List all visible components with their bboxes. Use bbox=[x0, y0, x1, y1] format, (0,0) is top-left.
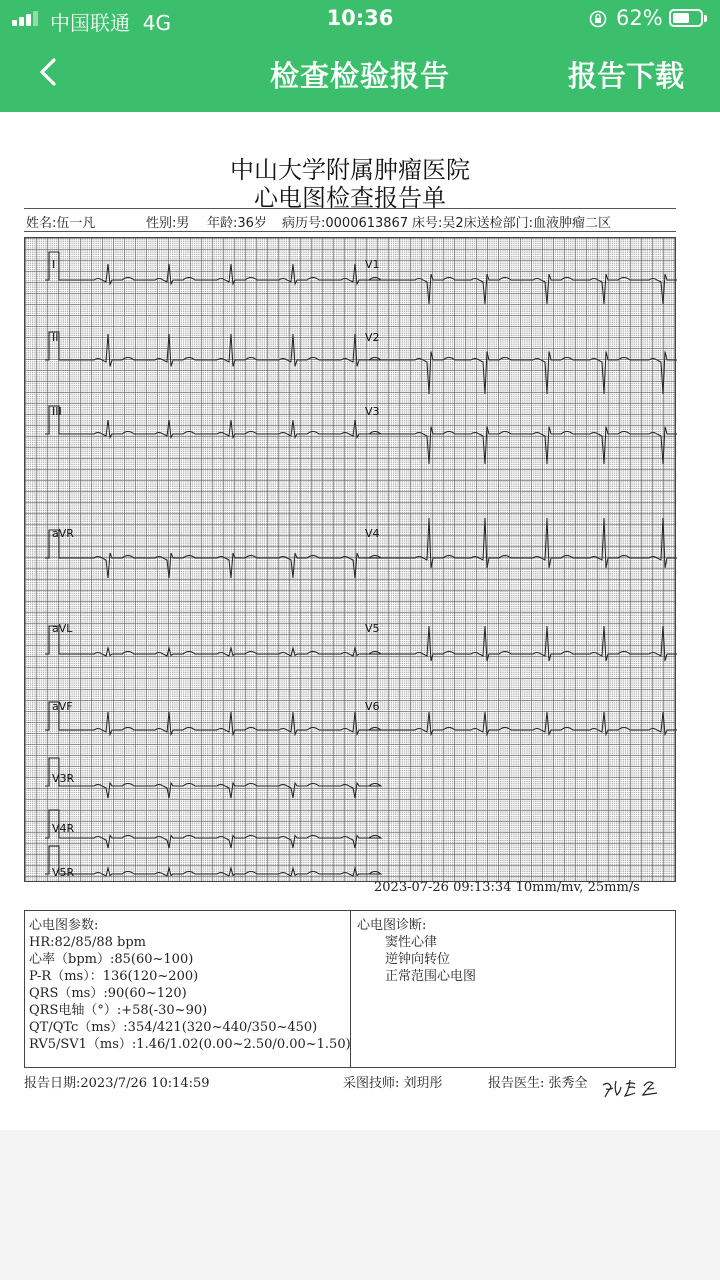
ecg-lead-i-trace bbox=[45, 252, 381, 284]
ecg-lead-v6-trace bbox=[365, 712, 677, 735]
ecg-lead-v5-trace bbox=[365, 626, 677, 661]
patient-name: 姓名:伍一凡 bbox=[26, 216, 96, 231]
diagnosis-title: 心电图诊断: bbox=[357, 918, 427, 933]
patient-bed-department: 床号:吴2床送检部门:血液肿瘤二区 bbox=[412, 216, 612, 231]
lead-label-iii: III bbox=[52, 405, 62, 418]
diagnosis-item: 窦性心律 bbox=[385, 935, 438, 950]
ecg-diagnosis-box bbox=[350, 910, 676, 1068]
lead-label-v5: V5 bbox=[365, 622, 380, 635]
network-type: 4G bbox=[142, 11, 171, 35]
ecg-lead-v4-trace bbox=[365, 518, 677, 568]
ecg-parameters-box bbox=[24, 910, 351, 1068]
rotation-lock-icon bbox=[589, 10, 607, 28]
param-qt-qtc: QT/QTc（ms）:354/421(320~440/350~450) bbox=[29, 1020, 318, 1035]
app-header bbox=[0, 0, 720, 112]
report-doctor: 报告医生: 张秀全 bbox=[488, 1076, 588, 1091]
battery-percent: 62% bbox=[616, 6, 663, 30]
lead-label-v5r: V5R bbox=[52, 866, 75, 879]
param-qrs: QRS（ms）:90(60~120) bbox=[29, 986, 187, 1001]
ecg-lead-ii-trace bbox=[45, 332, 381, 367]
report-page bbox=[0, 112, 720, 1130]
page-title: 检查检验报告 bbox=[269, 59, 450, 93]
param-hr: HR:82/85/88 bpm bbox=[29, 935, 146, 950]
lead-label-v3: V3 bbox=[365, 405, 380, 418]
params-title: 心电图参数: bbox=[29, 918, 99, 933]
ecg-waveforms bbox=[25, 238, 677, 883]
lead-label-avr: aVR bbox=[52, 527, 74, 540]
ecg-lead-v4r-trace bbox=[45, 810, 381, 848]
divider bbox=[24, 208, 676, 209]
param-rv5-sv1: RV5/SV1（ms）:1.46/1.02(0.00~2.50/0.00~1.50) bbox=[29, 1037, 351, 1052]
patient-age: 年龄:36岁 bbox=[207, 216, 267, 231]
lead-label-ii: II bbox=[52, 331, 59, 344]
ecg-lead-v2-trace bbox=[365, 352, 677, 395]
ecg-lead-v3r-trace bbox=[45, 758, 381, 798]
lead-label-v4r: V4R bbox=[52, 822, 75, 835]
battery-icon bbox=[669, 9, 703, 27]
lead-label-i: I bbox=[52, 258, 56, 271]
lead-label-v6: V6 bbox=[365, 700, 380, 713]
lead-label-v4: V4 bbox=[365, 527, 380, 540]
lead-label-v3r: V3R bbox=[52, 772, 75, 785]
download-report-button[interactable]: 报告下载 bbox=[567, 59, 684, 93]
patient-record-number: 病历号:0000613867 bbox=[282, 216, 409, 231]
divider bbox=[24, 231, 676, 232]
ecg-lead-v3-trace bbox=[365, 427, 677, 465]
patient-sex: 性别:男 bbox=[146, 216, 190, 231]
lead-label-avl: aVL bbox=[52, 622, 73, 635]
report-title: 心电图检查报告单 bbox=[254, 184, 446, 212]
param-qrs-axis: QRS电轴（°）:+58(-30~90) bbox=[29, 1003, 208, 1018]
status-bar bbox=[0, 0, 720, 38]
ecg-recording-meta: 2023-07-26 09:13:34 10mm/mv, 25mm/s bbox=[374, 880, 640, 895]
lead-label-v2: V2 bbox=[365, 331, 380, 344]
diagnosis-item: 正常范围心电图 bbox=[385, 969, 477, 984]
ecg-lead-v5r-trace bbox=[45, 846, 381, 876]
status-time: 10:36 bbox=[326, 6, 394, 30]
ecg-lead-avr-trace bbox=[45, 530, 381, 578]
technician: 采图技师: 刘玥彤 bbox=[343, 1076, 443, 1091]
ecg-lead-iii-trace bbox=[45, 406, 381, 438]
doctor-signature bbox=[600, 1077, 664, 1101]
ecg-tracing bbox=[24, 237, 676, 882]
ecg-lead-avl-trace bbox=[45, 626, 381, 656]
report-date: 报告日期:2023/7/26 10:14:59 bbox=[24, 1076, 210, 1091]
hospital-name: 中山大学附属肿瘤医院 bbox=[230, 156, 470, 184]
ecg-lead-avf-trace bbox=[45, 702, 381, 735]
diagnosis-item: 逆钟向转位 bbox=[385, 952, 451, 967]
param-heart-rate: 心率（bpm）:85(60~100) bbox=[29, 952, 194, 967]
lead-label-avf: aVF bbox=[52, 700, 73, 713]
param-pr: P-R（ms）：136(120~200) bbox=[29, 969, 199, 984]
carrier-name: 中国联通 bbox=[50, 11, 130, 35]
ecg-lead-v1-trace bbox=[365, 274, 677, 304]
battery-fill bbox=[673, 13, 689, 23]
lead-label-v1: V1 bbox=[365, 258, 380, 271]
